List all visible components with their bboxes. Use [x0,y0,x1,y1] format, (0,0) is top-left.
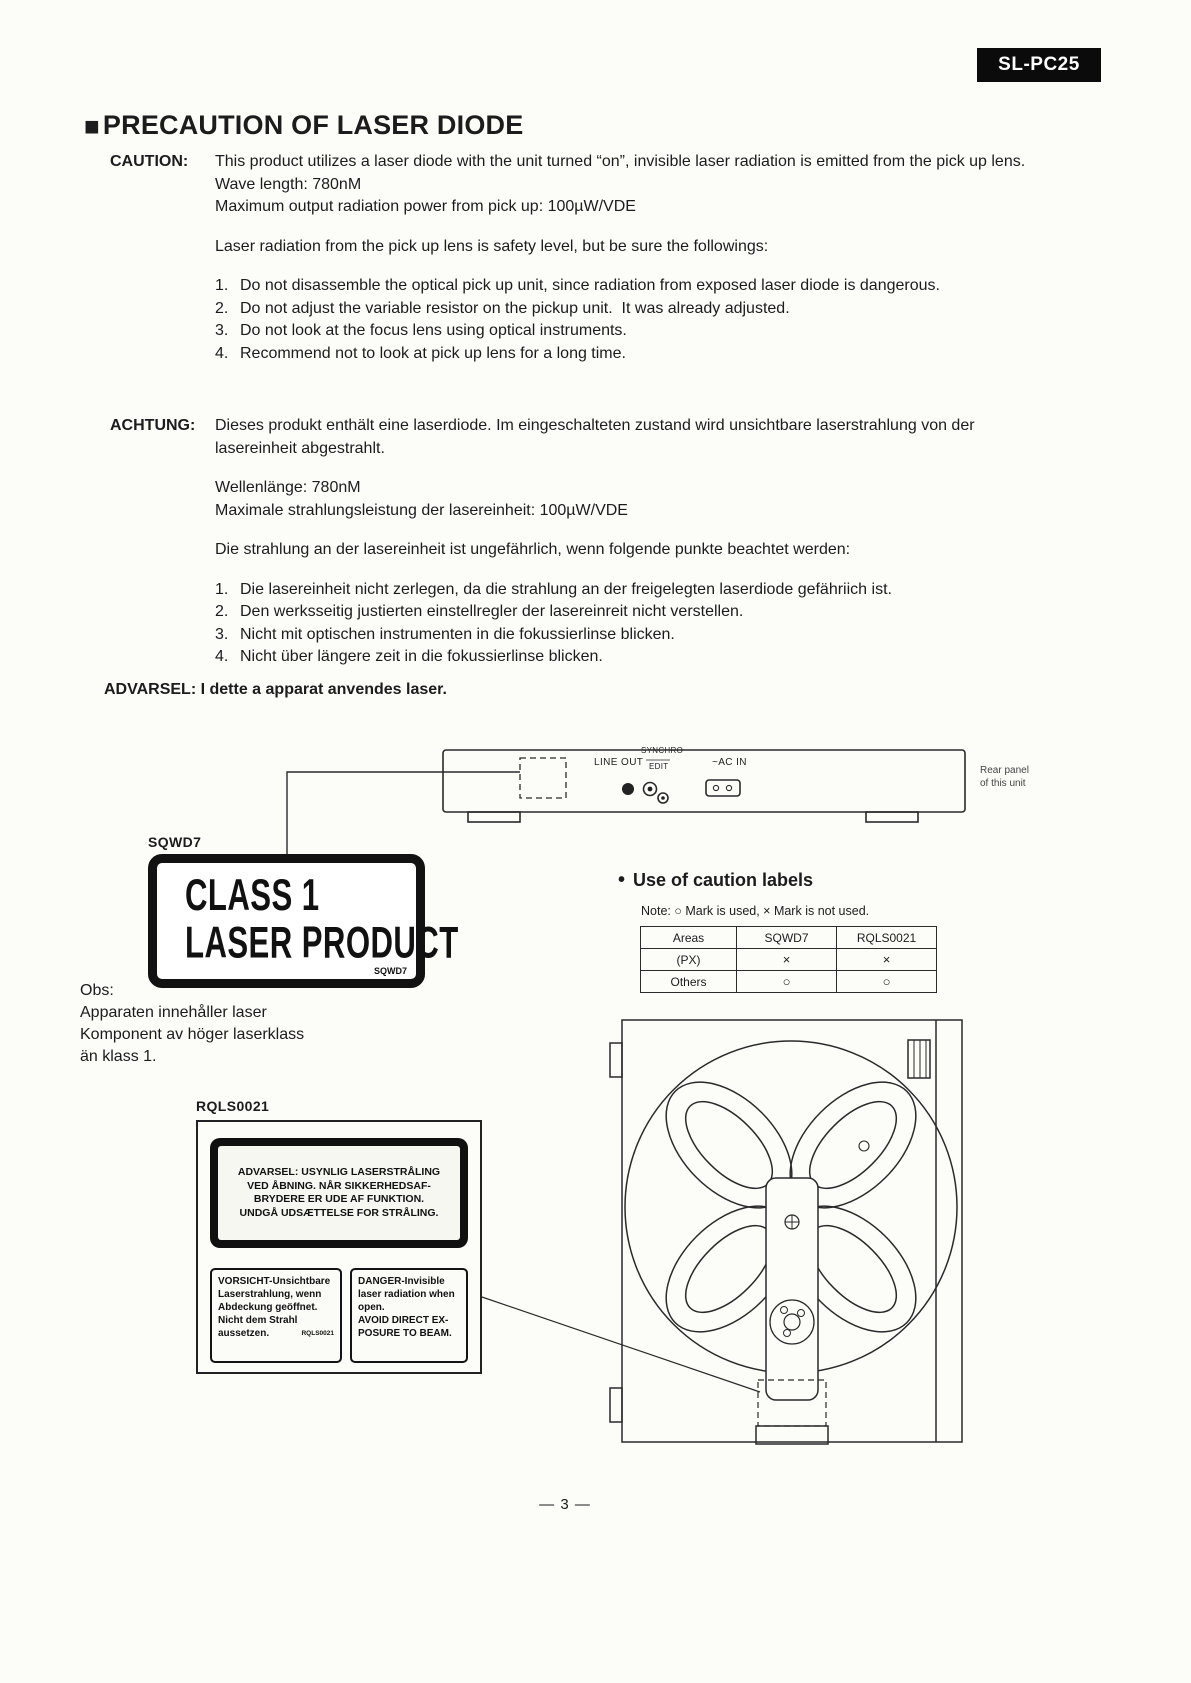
achtung-safety-note: Die strahlung an der lasereinheit ist ungefährlich, wenn folgende punkte beachtet werden: [215,541,851,558]
list-item-number: 4. [215,648,229,665]
caution-table-note: Note: ○ Mark is used, × Mark is not used. [641,904,870,918]
danger-line: laser radiation when [358,1289,455,1300]
advarsel-warning-line: ADVARSEL: USYNLIG LASERSTRÅLING [237,1166,441,1178]
table-header-rqls0021: RQLS0021 [837,927,937,949]
list-item-text: Do not look at the focus lens using optical instruments. [240,322,627,339]
caution-section [110,151,1047,365]
danger-line: DANGER-Invisible [358,1276,445,1287]
advarsel-warning-line: UNDGÅ UDSÆTTELSE FOR STRÅLING. [239,1206,439,1219]
list-item-number: 1. [215,580,229,598]
model-badge [977,48,1101,82]
table-cell: ○ [737,971,837,993]
rqls0021-heading: RQLS0021 [196,1098,270,1114]
list-item [215,343,1047,366]
achtung-list [215,579,1047,669]
danger-line: AVOID DIRECT EX- [358,1315,449,1326]
vorsicht-line: aussetzen. [218,1328,270,1339]
title-square-icon: ■ [84,110,100,141]
advarsel-label: ADVARSEL: [104,681,197,698]
caution-intro: This product utilizes a laser diode with the unit turned “on”, invisible laser radiation is emitted from the pick up lens. [215,153,1026,170]
list-item-number: 2. [215,299,229,317]
achtung-intro: Dieses produkt enthält eine laserdiode. Im eingeschalteten zustand wird unsichtbare laserstrahlung von der lasereinheit abgestrahlt. [215,417,975,457]
achtung-label: ACHTUNG: [110,417,196,434]
caution-wavelength: Wave length: 780nM [215,175,362,193]
list-item [215,298,1047,321]
obs-line: Apparaten innehåller laser [80,1004,267,1021]
table-header-sqwd7: SQWD7 [737,927,837,949]
class1-line1: CLASS 1 [185,871,320,921]
danger-line: POSURE TO BEAM. [358,1328,452,1339]
caution-body [215,151,1047,365]
list-item-text: Nicht mit optischen instrumenten in die fokussierlinse blicken. [240,625,675,643]
use-of-caution-labels-heading [618,869,813,892]
caution-safety-note: Laser radiation from the pick up lens is safety level, but be sure the followings: [215,237,769,255]
list-item-text: Do not disassemble the optical pick up unit, since radiation from exposed laser diode is dangerous. [240,277,940,294]
use-of-caution-labels-title: Use of caution labels [633,870,814,890]
obs-line: Komponent av höger laserklass [80,1026,305,1043]
page-title [84,110,523,141]
sqwd7-leader-line [287,772,520,855]
list-item-text: Den werksseitig justierten einstellregler der lasereinreit nicht verstellen. [240,603,744,620]
advarsel-warning-line: BRYDERE ER UDE AF FUNKTION. [253,1193,425,1205]
table-cell: (PX) [641,949,737,971]
list-item-text: Do not adjust the variable resistor on the pickup unit. It was already adjusted. [240,299,790,317]
caution-labels-table [640,926,937,993]
vorsicht-line: Nicht dem Strahl [218,1315,298,1326]
achtung-section [110,415,1047,669]
rqls-leader-line [482,1297,760,1392]
table-cell: Others [641,971,737,993]
vorsicht-line: VORSICHT-Unsichtbare [218,1276,331,1287]
advarsel-warning-line: VED ÅBNING. NÅR SIKKERHEDSAF- [247,1179,431,1192]
list-item-text: Die lasereinheit nicht zerlegen, da die strahlung an der freigelegten laserdiode gefähriich ist. [240,580,892,598]
vorsicht-line: Abdeckung geöffnet. [218,1302,318,1313]
list-item-text: Recommend not to look at pick up lens for a long time. [240,344,626,362]
caution-list [215,275,1047,365]
advarsel-warning-text [218,1146,460,1240]
sqwd7-heading: SQWD7 [148,834,202,850]
obs-line: än klass 1. [80,1048,157,1065]
table-row [641,949,937,971]
achtung-body [215,415,1047,669]
table-row [641,971,937,993]
list-item [215,275,1047,298]
model-badge-text: SL-PC25 [998,54,1080,75]
list-item [215,320,1047,343]
list-item-number: 1. [215,277,229,294]
advarsel-line [104,681,447,699]
vorsicht-line: Laserstrahlung, wenn [218,1289,322,1300]
mechanism-drawing [610,1020,962,1444]
class1-label-text [185,873,459,968]
rear-panel-caption [980,765,1029,790]
caution-label: CAUTION: [110,153,189,170]
vorsicht-warning-box [210,1268,342,1363]
page-number: — 3 — [539,1496,591,1513]
advarsel-warning-frame [210,1138,468,1248]
table-cell: × [837,949,937,971]
vorsicht-code: RQLS0021 [301,1330,334,1337]
list-item-number: 4. [215,344,229,362]
synchro-label: SYNCHRO [641,746,684,755]
list-item [215,646,1047,669]
rear-panel-caption-line2: of this unit [980,777,1026,789]
caution-max-output: Maximum output radiation power from pick up: 100µW/VDE [215,198,636,215]
list-item [215,624,1047,647]
achtung-max-output: Maximale strahlungsleistung der lasereinheit: 100µW/VDE [215,501,628,519]
list-item [215,579,1047,602]
achtung-wavelength: Wellenlänge: 780nM [215,479,361,496]
list-item-number: 3. [215,625,229,643]
table-cell: × [737,949,837,971]
class1-label-code: SQWD7 [373,966,407,976]
danger-line: open. [358,1302,385,1313]
obs-label: Obs: [80,982,114,999]
bullet-icon: • [618,869,626,891]
list-item-number: 2. [215,603,229,620]
list-item [215,601,1047,624]
rear-panel-drawing [443,750,965,822]
table-cell: ○ [837,971,937,993]
class1-line2: LASER PRODUCT [185,919,459,969]
page-title-text: PRECAUTION OF LASER DIODE [102,110,524,140]
rear-panel-caption-line1: Rear panel [980,765,1029,776]
list-item-text: Nicht über längere zeit in die fokussierlinse blicken. [240,648,603,665]
obs-note [80,980,304,1068]
rqls0021-label [196,1120,482,1374]
table-header-row [641,927,937,949]
list-item-number: 3. [215,322,229,339]
ac-in-label: ~AC IN [712,757,747,768]
class1-laser-label [148,854,459,988]
table-header-areas: Areas [641,927,737,949]
advarsel-text: I dette a apparat anvendes laser. [200,681,447,698]
vorsicht-last-line [218,1327,334,1340]
line-out-label: LINE OUT [594,757,644,768]
edit-label: EDIT [649,762,669,771]
danger-warning-box [350,1268,468,1363]
